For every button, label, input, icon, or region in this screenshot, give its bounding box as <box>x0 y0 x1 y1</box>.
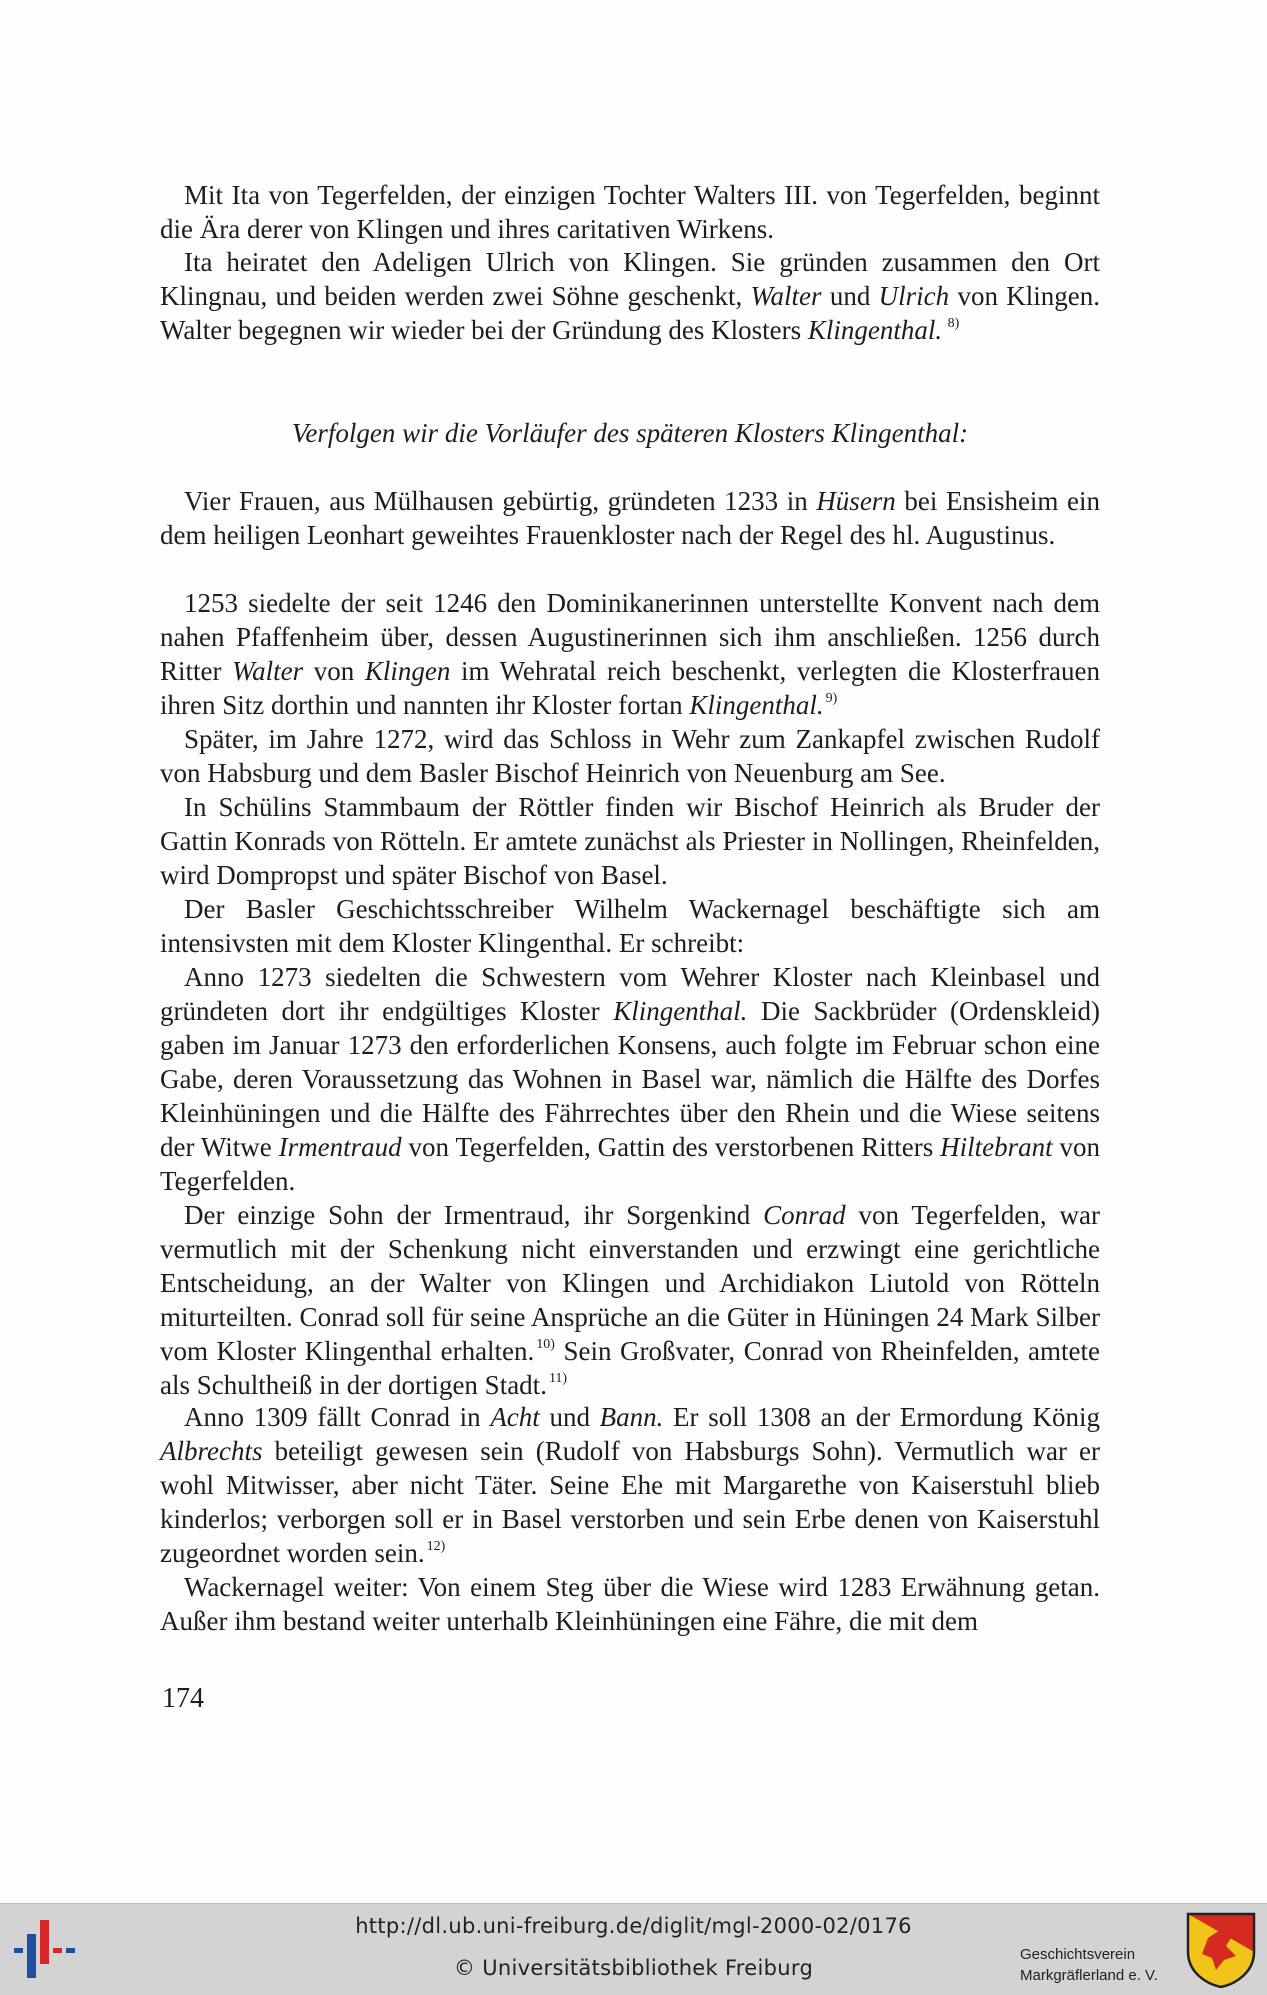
text-run: von <box>303 656 365 686</box>
italic-text: Klingenthal. <box>689 690 824 720</box>
italic-text: Irmentraud <box>278 1132 402 1162</box>
italic-text: Albrechts <box>160 1436 263 1466</box>
paragraph <box>160 1400 1100 1570</box>
society-name <box>1020 1944 1158 1986</box>
copyright-notice: © Universitätsbibliothek Freiburg <box>453 1956 814 1980</box>
text-run: Mit Ita von Tegerfelden, der einzigen Tochter Walters III. von Tegerfelden, beginnt die Ära derer von Klingen und ihres caritativen Wirkens. <box>160 180 1100 244</box>
text-run: Anno 1273 siedelten die Schwestern vom Wehrer Kloster nach Kleinbasel und gründeten dort ihr endgültiges Kloster <box>160 962 1100 1026</box>
text-run: von Tegerfelden. <box>160 1132 1100 1196</box>
text-run: bei Ensisheim ein dem heiligen Leonhart geweihtes Frauenkloster nach der Regel des hl. Augustinus. <box>160 486 1100 550</box>
italic-text: Bann. <box>599 1402 664 1432</box>
text-run: Wackernagel weiter: Von einem Steg über die Wiese wird 1283 Erwähnung getan. Außer ihm bestand weiter unterhalb Kleinhüningen eine Fähre, die mit dem <box>160 1572 1100 1636</box>
text-run: und <box>539 1402 600 1432</box>
italic-text: Klingenthal. <box>613 996 748 1026</box>
italic-text: Ulrich <box>878 281 950 311</box>
paragraph <box>160 790 1100 892</box>
text-run: Vier Frauen, aus Mülhausen gebürtig, gründeten 1233 in <box>184 486 817 516</box>
paragraph <box>160 484 1100 552</box>
paragraph <box>160 1198 1100 1402</box>
italic-text: Conrad <box>763 1200 846 1230</box>
text-run: 1253 siedelte der seit 1246 den Dominikanerinnen unterstellte Konvent nach dem nahen Pfaffenheim über, dessen Augustinerinnen sich ihm anschließen. 1256 durch Ritter <box>160 588 1100 686</box>
italic-text: Klingen <box>364 656 451 686</box>
italic-text: Walter <box>750 281 822 311</box>
viewer-footer <box>0 1903 1267 1995</box>
paragraph <box>160 722 1100 790</box>
footnote-reference[interactable]: 9) <box>825 691 838 706</box>
coat-of-arms-icon[interactable] <box>1186 1912 1256 1988</box>
paragraph <box>160 245 1100 347</box>
italic-text: Walter <box>232 656 304 686</box>
text-run: Der Basler Geschichtsschreiber Wilhelm Wackernagel beschäftigte sich am intensivsten mit dem Kloster Klingenthal. Er schreibt: <box>160 894 1100 958</box>
italic-text: Klingenthal. <box>807 315 943 345</box>
italic-text: Hüsern <box>816 486 896 516</box>
text-run: im Wehratal reich beschenkt, verlegten die Klosterfrauen ihren Sitz dorthin und nannten ihr Kloster fortan <box>160 656 1100 720</box>
text-run: Anno 1309 fällt Conrad in <box>184 1402 491 1432</box>
paragraph <box>160 892 1100 960</box>
text-run: Ita heiratet den Adeligen Ulrich von Klingen. Sie gründen zusammen den Ort Klingnau, und beiden werden zwei Söhne geschenkt, <box>160 247 1100 311</box>
text-run: Der einzige Sohn der Irmentraud, ihr Sorgenkind <box>184 1200 764 1230</box>
paragraph <box>160 1570 1100 1638</box>
italic-text: Acht <box>490 1402 540 1432</box>
paragraph <box>160 178 1100 246</box>
text-run: Die Sackbrüder (Ordenskleid) gaben im Januar 1273 den erforderlichen Konsens, auch folgte im Februar schon eine Gabe, deren Voraussetzung das Wohnen in Basel war, nämlich die Hälfte des Dorfes Kleinhüningen und die Hälfte des Fährrechtes über den Rhein und die Wiese seitens der Witwe <box>160 996 1100 1162</box>
paragraph <box>160 586 1100 722</box>
footnote-reference[interactable]: 12) <box>426 1539 446 1554</box>
text-run: Er soll 1308 an der Ermordung König <box>663 1402 1101 1432</box>
paragraph <box>160 960 1100 1198</box>
footnote-reference[interactable]: 8) <box>944 316 960 331</box>
text-run: von Tegerfelden, Gattin des verstorbenen Ritters <box>401 1132 941 1162</box>
section-heading: Verfolgen wir die Vorläufer des späteren Klosters Klingenthal: <box>291 418 969 448</box>
text-run: In Schülins Stammbaum der Röttler finden wir Bischof Heinrich als Bruder der Gattin Konrads von Rötteln. Er amtete zunächst als Priester in Nollingen, Rheinfelden, wird Dompropst und später Bischof von Basel. <box>160 792 1100 890</box>
footnote-reference[interactable]: 10) <box>536 1337 555 1352</box>
text-run: von Tegerfelden, war vermutlich mit der Schenkung nicht einverstanden und erzwingt eine gerichtliche Entscheidung, an der Walter von Klingen und Archidiakon Liutold von Rötteln miturteilten. Conrad soll für seine Ansprüche an die Güter in Hüningen 24 Mark Silber vom Kloster Klingenthal erhalten. <box>160 1200 1100 1366</box>
text-run: beteiligt gewesen sein (Rudolf von Habsburgs Sohn). Vermutlich war er wohl Mitwisser, aber nicht Täter. Seine Ehe mit Margarethe von Kaiserstuhl blieb kinderlos; verborgen soll er in Basel verstorben und sein Erbe denen von Kaiserstuhl zugeordnet worden sein. <box>160 1436 1100 1568</box>
page-number: 174 <box>162 1683 204 1714</box>
society-name-line-1: Geschichtsverein <box>1020 1946 1136 1963</box>
text-run: von Klingen. Walter begegnen wir wieder bei der Gründung des Klosters <box>160 281 1100 345</box>
society-name-line-2: Markgräflerland e. V. <box>1020 1967 1158 1984</box>
text-run: Später, im Jahre 1272, wird das Schloss in Wehr zum Zankapfel zwischen Rudolf von Habsburg und dem Basler Bischof Heinrich von Neuenburg am See. <box>160 724 1100 788</box>
text-run: Sein Großvater, Conrad von Rheinfelden, amtete als Schultheiß in der dortigen Stadt. <box>160 1336 1101 1400</box>
permalink-url[interactable]: http://dl.ub.uni-freiburg.de/diglit/mgl-2000-02/0176 <box>355 1914 912 1938</box>
italic-text: Hiltebrant <box>940 1132 1053 1162</box>
footnote-reference[interactable]: 11) <box>548 1371 568 1386</box>
text-run: und <box>821 281 879 311</box>
